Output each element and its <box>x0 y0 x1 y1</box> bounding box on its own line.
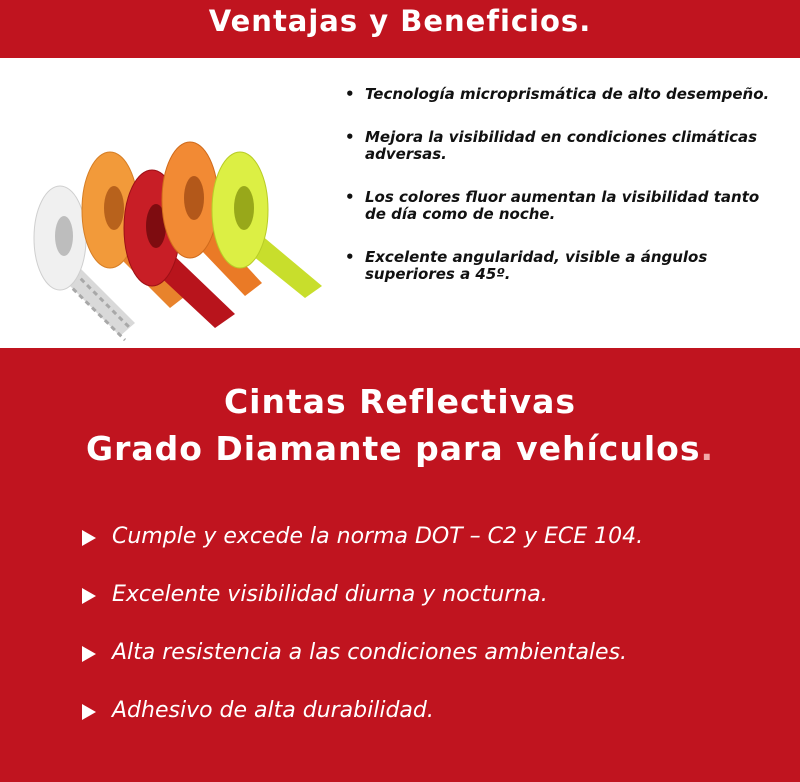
product-title <box>0 378 800 472</box>
feature-text: Excelente visibilidad diurna y nocturna. <box>112 582 548 607</box>
bullet-icon: • <box>345 248 355 266</box>
bullet-icon: • <box>345 188 355 206</box>
benefit-item <box>343 129 783 163</box>
benefit-item <box>343 86 783 103</box>
features-list <box>80 515 780 747</box>
feature-item <box>80 515 780 573</box>
feature-item <box>80 631 780 689</box>
product-title-line1: Cintas Reflectivas <box>223 382 577 421</box>
title-period: . <box>700 429 715 468</box>
triangle-bullet-icon <box>82 646 96 662</box>
triangle-bullet-icon <box>82 704 96 720</box>
benefit-item <box>343 189 783 223</box>
reflective-tape-rolls-image <box>30 118 340 368</box>
bullet-icon: • <box>345 128 355 146</box>
feature-item <box>80 573 780 631</box>
triangle-bullet-icon <box>82 530 96 546</box>
bullet-icon: • <box>345 85 355 103</box>
benefit-text: Tecnología microprismática de alto desempeño. <box>365 85 770 103</box>
benefits-panel <box>0 58 800 348</box>
product-title-line2 <box>0 425 800 472</box>
feature-text: Adhesivo de alta durabilidad. <box>112 698 434 723</box>
benefit-text: Excelente angularidad, visible a ángulos superiores a 45º. <box>365 248 708 283</box>
benefit-text: Mejora la visibilidad en condiciones climáticas adversas. <box>365 128 758 163</box>
benefit-item <box>343 249 783 283</box>
feature-item <box>80 689 780 747</box>
feature-text: Cumple y excede la norma DOT – C2 y ECE 104. <box>112 524 644 549</box>
feature-text: Alta resistencia a las condiciones ambientales. <box>112 640 628 665</box>
section-title: Ventajas y Beneficios. <box>208 4 592 38</box>
benefit-text: Los colores fluor aumentan la visibilidad tanto de día como de noche. <box>365 188 760 223</box>
triangle-bullet-icon <box>82 588 96 604</box>
benefits-list <box>343 86 783 309</box>
header-banner <box>0 0 800 58</box>
product-title-line2-text: Grado Diamante para vehículos <box>85 429 701 468</box>
